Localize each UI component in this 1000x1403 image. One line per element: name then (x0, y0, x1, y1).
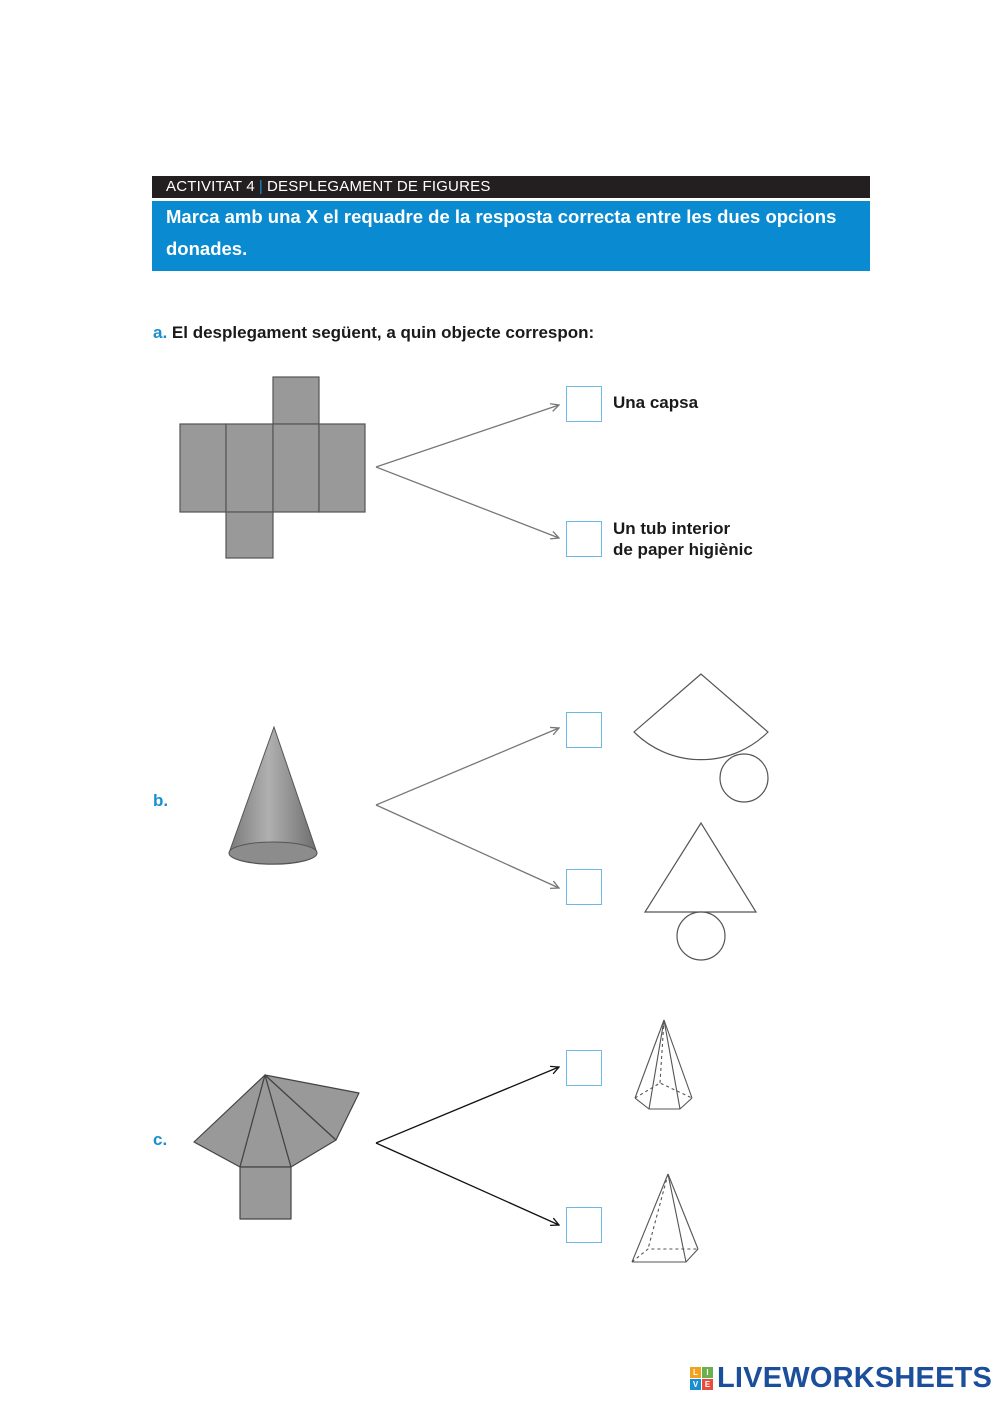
logo-cell-v: V (690, 1379, 701, 1390)
answer-a1-label (613, 392, 698, 413)
square-pyramid-option (632, 1174, 698, 1262)
answer-a2-line-2: de paper higiènic (613, 540, 753, 559)
header-separator: | (258, 178, 263, 195)
question-c-letter: c. (153, 1130, 168, 1149)
logo-text: LIVEWORKSHEETS (717, 1361, 993, 1394)
answer-b1-checkbox[interactable] (566, 712, 602, 748)
answer-a2-checkbox[interactable] (566, 521, 602, 557)
logo-icon (690, 1367, 713, 1390)
answer-b2-checkbox[interactable] (566, 869, 602, 905)
cone-net-triangle-option (645, 823, 756, 960)
question-b-letter: b. (153, 791, 169, 810)
liveworksheets-logo (690, 1363, 992, 1393)
arrows-a (376, 405, 559, 538)
activity-title: DESPLEGAMENT DE FIGURES (267, 178, 491, 195)
logo-cell-l: L (690, 1367, 701, 1378)
question-a-prompt: El desplegament següent, a quin objecte correspon: (171, 323, 595, 342)
answer-a2-label (613, 518, 753, 560)
answer-a2-line-1: Un tub interior (613, 519, 731, 538)
answer-c2-checkbox[interactable] (566, 1207, 602, 1243)
box-net-figure (180, 377, 365, 558)
answer-c1-checkbox[interactable] (566, 1050, 602, 1086)
question-a-letter: a. (153, 323, 168, 342)
cone-net-sector-option (634, 674, 768, 802)
answer-a1-line-1: Una capsa (613, 393, 699, 412)
logo-cell-e: E (702, 1379, 713, 1390)
answer-a1-checkbox[interactable] (566, 386, 602, 422)
instruction-text: Marca amb una X el requadre de la resposta correcta entre les dues opcions donades. (166, 206, 837, 259)
logo-cell-i: I (702, 1367, 713, 1378)
arrows-c (376, 1067, 559, 1225)
pyramid-net-figure (194, 1075, 359, 1219)
pentagonal-pyramid-option (635, 1020, 692, 1109)
arrows-b (376, 728, 559, 888)
activity-number: ACTIVITAT 4 (166, 178, 255, 195)
cone-figure (229, 727, 317, 864)
